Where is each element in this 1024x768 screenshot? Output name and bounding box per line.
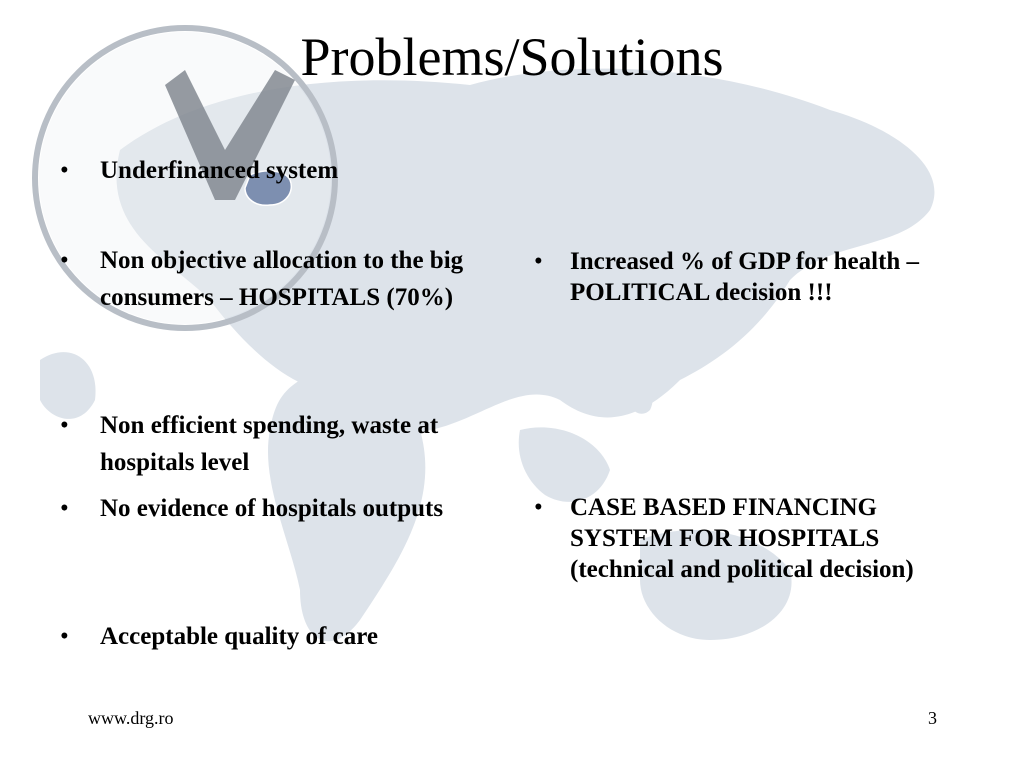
footer-url: www.drg.ro <box>88 708 174 728</box>
problem-text: Non efficient spending, waste at hospitals level <box>100 412 439 476</box>
problem-text: No evidence of hospitals outputs <box>100 495 444 522</box>
bullet-marker: • <box>60 412 69 439</box>
problem-text: Underfinanced system <box>100 157 339 184</box>
problem-text: Acceptable quality of care <box>100 623 378 650</box>
bullet-marker: • <box>60 623 69 650</box>
bullet-marker: • <box>534 248 543 275</box>
problem-item <box>60 242 520 316</box>
problem-item <box>60 618 520 655</box>
bullet-marker: • <box>60 247 69 274</box>
problem-item <box>60 490 520 527</box>
solution-item <box>534 246 970 308</box>
problem-text: Non objective allocation to the big consumers – HOSPITALS (70%) <box>100 247 464 311</box>
problem-item <box>60 152 520 189</box>
solution-text: CASE BASED FINANCING SYSTEM FOR HOSPITALS (technical and political decision) <box>570 494 914 583</box>
bullet-marker: • <box>60 157 69 184</box>
page-number: 3 <box>928 708 937 728</box>
solution-text: Increased % of GDP for health – POLITICAL decision !!! <box>570 248 920 306</box>
slide-title: Problems/Solutions <box>300 27 724 87</box>
problem-item <box>60 407 520 481</box>
bullet-marker: • <box>534 494 543 521</box>
bullet-marker: • <box>60 495 69 522</box>
solution-item <box>534 492 970 585</box>
